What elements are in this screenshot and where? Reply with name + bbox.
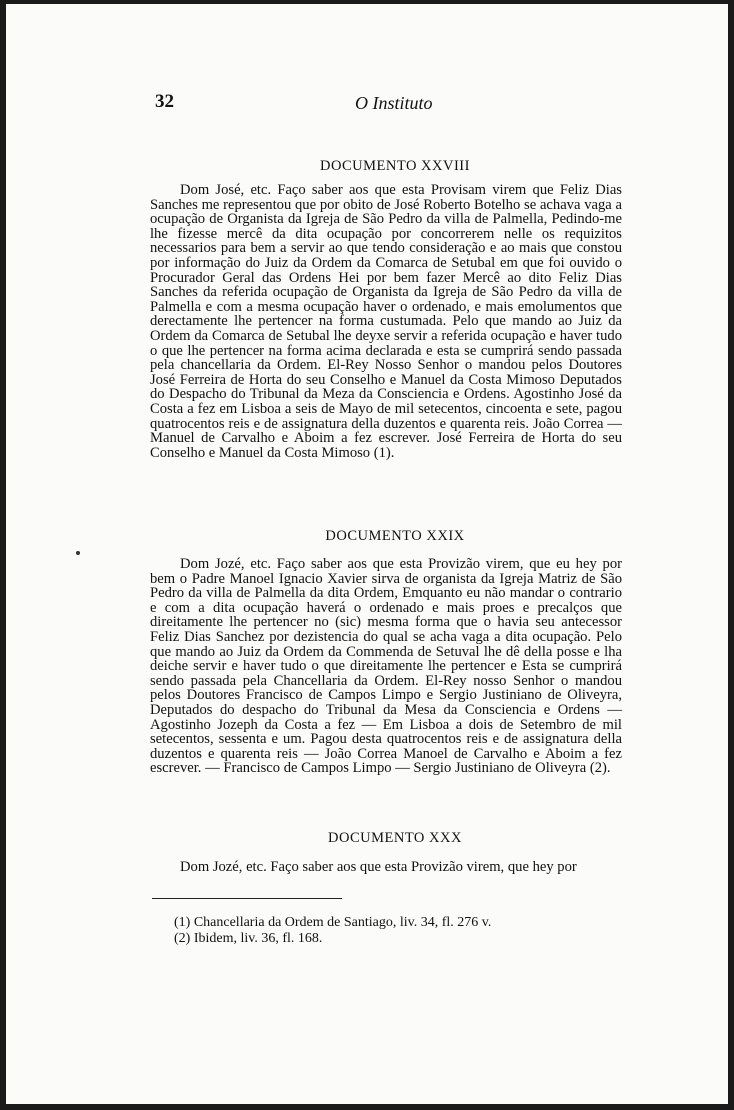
page-number: 32 xyxy=(155,91,174,112)
journal-title: O Instituto xyxy=(355,93,433,113)
document-body: Dom José, etc. Faço saber aos que esta Provisam virem que Feliz Dias Sanches me representou que por obito de José Roberto Botelho se achava vaga a ocupação de Organista da Igreja de São Pedro da villa de Palmella, Pedindo-me lhe fizesse mercê da dita ocupação por concorrerem nelle os requizitos necessarios para bem a servir ao que tendo consideração e ao mais que constou por informação do Juiz da Ordem da Comarca de Setubal em que foi ouvido o Procurador Geral das Ordens Hei por bem fazer Mercê ao dito Feliz Dias Sanches da referida ocupação de Organista da Igreja de São Pedro da villa de Palmella e com a mesma ocupação haver o ordenado, e mais emolumentos que derectamente lhe pertencer na forma custumada. Pelo que mando ao Juiz da Ordem da Comarca de Setubal lhe deyxe servir a referida ocupação e haver tudo o que lhe pertencer na forma acima declarada e esta se cumprirá sendo passada pela chancellaria da Ordem. El-Rey Nosso Senhor o mandou pelos Doutores José Ferreira de Horta do seu Conselho e Manuel da Costa Mimoso Deputados do Despacho do Tribunal da Meza da Consciencia e Ordens. Agostinho José da Costa a fez em Lisboa a seis de Mayo de mil setecentos, cincoenta e sete, pagou quatrocentos reis e de assignatura della duzentos e quarenta reis. João Correa — Manuel de Carvalho e Aboim a fez escrever. José Ferreira de Horta do seu Conselho e Manuel da Costa Mimoso (1). xyxy=(150,182,622,461)
footnote-divider xyxy=(152,898,342,899)
footnote: (1) Chancellaria da Ordem de Santiago, liv. 34, fl. 276 v. xyxy=(174,915,492,930)
footnote: (2) Ibidem, liv. 36, fl. 168. xyxy=(174,931,323,946)
running-header xyxy=(155,91,635,125)
footnotes xyxy=(174,915,594,947)
document-page xyxy=(6,4,728,1104)
document-heading: DOCUMENTO XXVIII xyxy=(320,158,470,174)
document-heading: DOCUMENTO XXIX xyxy=(325,528,465,544)
document-body: Dom Jozé, etc. Faço saber aos que esta Provizão virem, que eu hey por bem o Padre Manoel Ignacio Xavier sirva de organista da Igreja Matriz de São Pedro da villa de Palmella da dita Ordem, Emquanto eu não mandar o contrario e com a dita ocupação haverá o ordenado e mais proes e precalços que direitamente lhe pertencer no (sic) mesma forma que o havia seu antecessor Feliz Dias Sanchez por dezistencia do qual se acha vaga a dita ocupação. Pelo que mando ao Juiz da Ordem da Commenda de Setuval lhe dê della posse e lha deiche servir e haver tudo o que direitamente lhe pertencer e Esta se cumprirá sendo passada pela Chancellaria da Ordem. El-Rey nosso Senhor o mandou pelos Doutores Francisco de Campos Limpo e Sergio Justiniano de Oliveyra, Deputados do despacho do Tribunal da Mesa da Consciencia e Ordens — Agostinho Jozeph da Costa a fez — Em Lisboa a dois de Setembro de mil setecentos, sessenta e um. Pagou desta quatrocentos reis e de assignatura della duzentos e quarenta reis — João Correa Manoel de Carvalho e Aboim a fez escrever. — Francisco de Campos Limpo — Sergio Justiniano de Oliveyra (2). xyxy=(150,556,622,777)
document-body: Dom Jozé, etc. Faço saber aos que esta Provizão virem, que hey por xyxy=(180,859,577,875)
margin-mark xyxy=(76,551,80,555)
document-heading: DOCUMENTO XXX xyxy=(328,830,462,846)
